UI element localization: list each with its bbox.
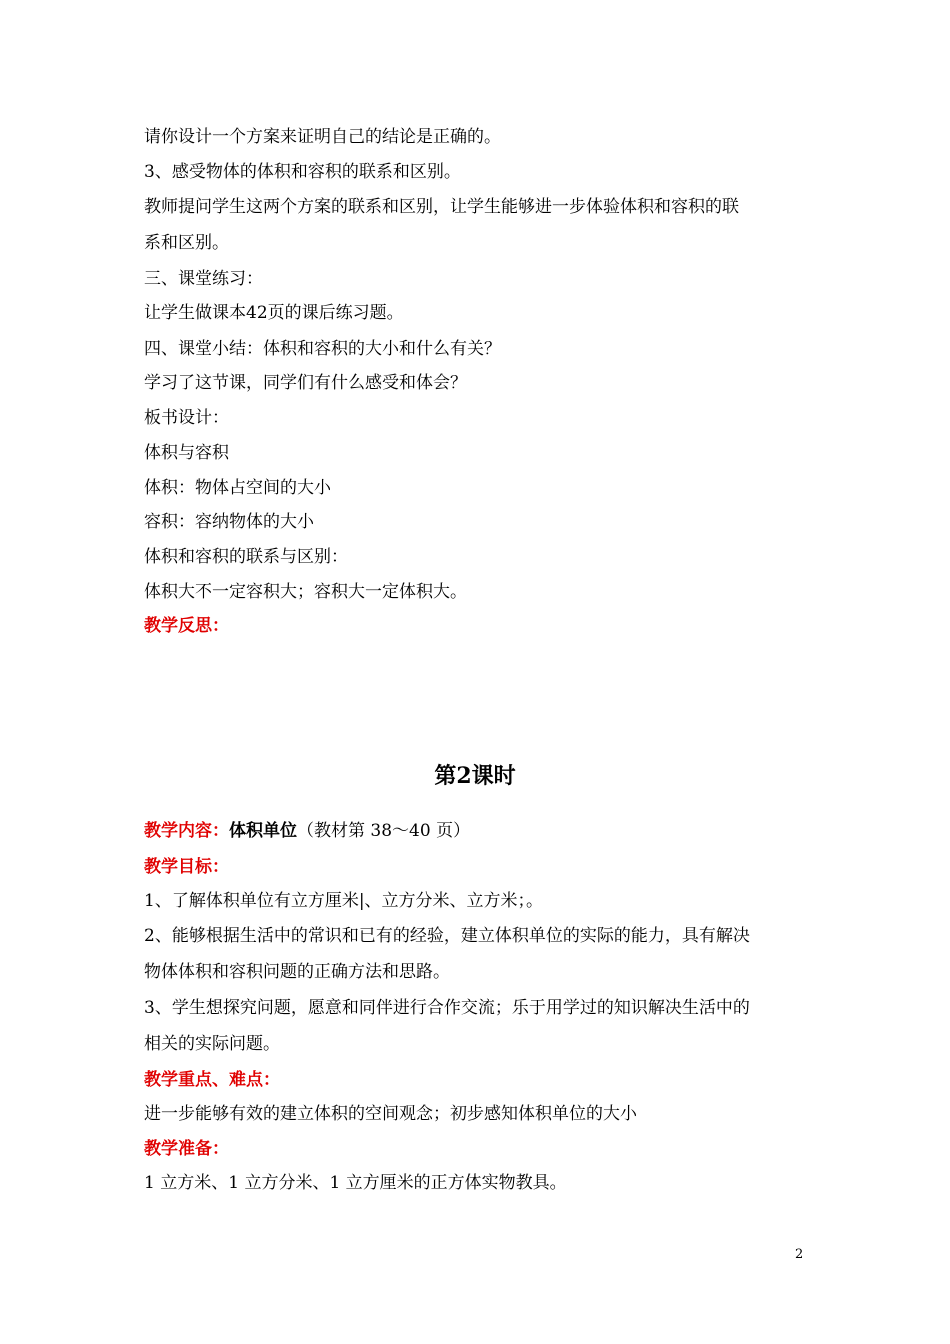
text-line: 体积：物体占空间的大小 [144, 478, 331, 498]
text-line: 学习了这节课，同学们有什么感受和体会？ [144, 373, 467, 393]
goal-item: 2、能够根据生活中的常识和已有的经验，建立体积单位的实际的能力，具有解决 [144, 926, 750, 946]
content-label: 教学内容： [144, 821, 229, 841]
text-line: 3、感受物体的体积和容积的联系和区别。 [144, 162, 461, 182]
preparation-text: 1 立方米、1 立方分米、1 立方厘米的正方体实物教具。 [144, 1173, 567, 1193]
keypoints-heading: 教学重点、难点： [144, 1070, 280, 1090]
text-line: 教师提问学生这两个方案的联系和区别，让学生能够进一步体验体积和容积的联 [144, 197, 739, 217]
reflection-heading: 教学反思： [144, 616, 229, 636]
text-line: 请你设计一个方案来证明自己的结论是正确的。 [144, 127, 501, 147]
content-topic: 体积单位 [229, 821, 297, 841]
text-line: 容积：容纳物体的大小 [144, 512, 314, 532]
goal-item: 1、了解体积单位有立方厘米|、立方分米、立方米；。 [144, 891, 544, 911]
goal-item-continued: 相关的实际问题。 [144, 1034, 280, 1054]
text-line: 体积大不一定容积大；容积大一定体积大。 [144, 582, 467, 602]
section-heading: 四、课堂小结：体积和容积的大小和什么有关？ [144, 339, 501, 359]
text-line: 让学生做课本42页的课后练习题。 [144, 303, 404, 323]
page-number: 2 [795, 1247, 804, 1262]
section-heading: 三、课堂练习： [144, 269, 263, 289]
text-line: 体积与容积 [144, 443, 229, 463]
goal-item-continued: 物体体积和容积问题的正确方法和思路。 [144, 962, 450, 982]
content-line [144, 820, 470, 842]
preparation-heading: 教学准备： [144, 1139, 229, 1159]
goals-heading: 教学目标： [144, 857, 229, 877]
lesson-title: 第2课时 [434, 763, 516, 789]
goal-item: 3、学生想探究问题，愿意和同伴进行合作交流；乐于用学过的知识解决生活中的 [144, 998, 750, 1018]
text-line: 系和区别。 [144, 233, 229, 253]
content-reference: （教材第 38～40 页） [297, 821, 471, 841]
keypoints-text: 进一步能够有效的建立体积的空间观念；初步感知体积单位的大小 [144, 1104, 637, 1124]
text-line: 板书设计： [144, 408, 229, 428]
text-line: 体积和容积的联系与区别： [144, 547, 348, 567]
